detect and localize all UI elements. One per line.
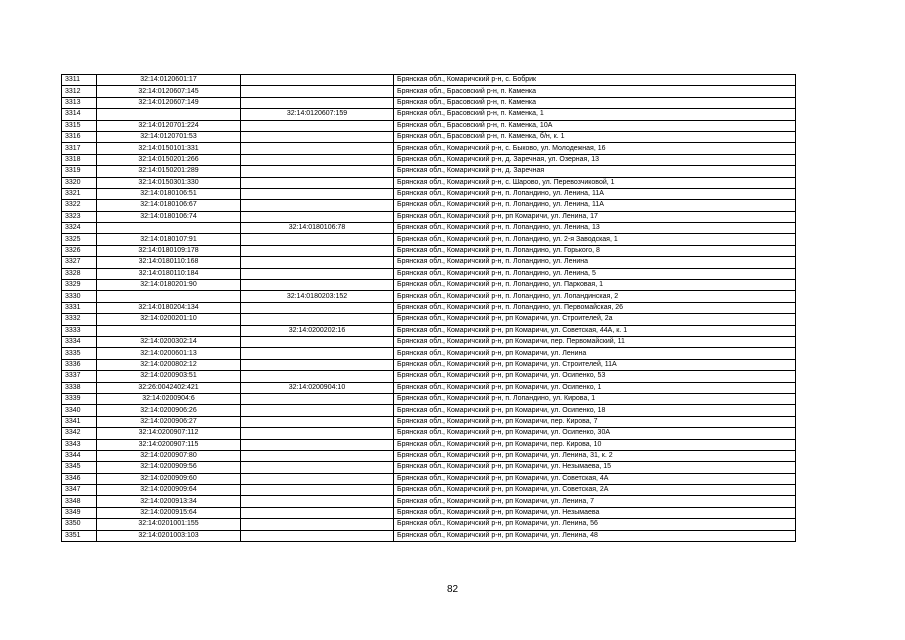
table-row	[62, 507, 796, 518]
address-cell: Брянская обл., Комаричский р-н, рп Комаричи, ул. Ленина, 56	[394, 519, 796, 530]
address-cell: Брянская обл., Комаричский р-н, рп Комаричи, ул. Осипенко, 30А	[394, 428, 796, 439]
row-number-cell: 3311	[62, 75, 97, 86]
table-row	[62, 325, 796, 336]
row-number-cell: 3332	[62, 314, 97, 325]
cadastral-number-cell: 32:14:0200907:112	[97, 428, 241, 439]
table-row	[62, 97, 796, 108]
address-cell: Брянская обл., Брасовский р-н, п. Каменка, 1	[394, 109, 796, 120]
cadastral-number-cell: 32:14:0180204:134	[97, 302, 241, 313]
secondary-cadastral-number-cell	[241, 257, 394, 268]
row-number-cell: 3341	[62, 416, 97, 427]
address-cell: Брянская обл., Комаричский р-н, с. Бобрик	[394, 75, 796, 86]
row-number-cell: 3312	[62, 86, 97, 97]
cadastral-number-cell: 32:14:0180110:168	[97, 257, 241, 268]
secondary-cadastral-number-cell	[241, 302, 394, 313]
row-number-cell: 3351	[62, 530, 97, 541]
table-row	[62, 314, 796, 325]
cadastral-number-cell: 32:14:0120701:224	[97, 120, 241, 131]
address-cell: Брянская обл., Комаричский р-н, п. Лопандино, ул. Первомайская, 26	[394, 302, 796, 313]
cadastral-number-cell: 32:14:0180106:51	[97, 188, 241, 199]
cadastral-number-cell: 32:14:0200913:34	[97, 496, 241, 507]
table-row	[62, 177, 796, 188]
row-number-cell: 3323	[62, 211, 97, 222]
address-cell: Брянская обл., Комаричский р-н, п. Лопандино, ул. Горького, 8	[394, 245, 796, 256]
address-cell: Брянская обл., Брасовский р-н, п. Каменка, б/н, к. 1	[394, 131, 796, 142]
secondary-cadastral-number-cell	[241, 120, 394, 131]
table-row	[62, 211, 796, 222]
table-row	[62, 519, 796, 530]
table-row	[62, 393, 796, 404]
table-row	[62, 348, 796, 359]
page-number: 82	[446, 584, 459, 595]
address-cell: Брянская обл., Комаричский р-н, рп Комаричи, ул. Ленина, 48	[394, 530, 796, 541]
cadastral-number-cell: 32:14:0120601:17	[97, 75, 241, 86]
table-row	[62, 166, 796, 177]
property-table	[61, 74, 796, 542]
secondary-cadastral-number-cell	[241, 359, 394, 370]
row-number-cell: 3330	[62, 291, 97, 302]
table-row	[62, 154, 796, 165]
row-number-cell: 3316	[62, 131, 97, 142]
row-number-cell: 3319	[62, 166, 97, 177]
secondary-cadastral-number-cell	[241, 131, 394, 142]
address-cell: Брянская обл., Комаричский р-н, рп Комаричи, ул. Советская, 44А, к. 1	[394, 325, 796, 336]
table-body	[62, 75, 796, 542]
secondary-cadastral-number-cell	[241, 519, 394, 530]
cadastral-number-cell	[97, 109, 241, 120]
secondary-cadastral-number-cell	[241, 177, 394, 188]
secondary-cadastral-number-cell	[241, 416, 394, 427]
row-number-cell: 3325	[62, 234, 97, 245]
cadastral-number-cell: 32:14:0200907:80	[97, 450, 241, 461]
address-cell: Брянская обл., Комаричский р-н, рп Комаричи, ул. Советская, 4А	[394, 473, 796, 484]
cadastral-number-cell: 32:14:0180110:184	[97, 268, 241, 279]
table-row	[62, 188, 796, 199]
address-cell: Брянская обл., Комаричский р-н, с. Шарово, ул. Перевозчиковой, 1	[394, 177, 796, 188]
cadastral-number-cell: 32:14:0150101:331	[97, 143, 241, 154]
table-row	[62, 280, 796, 291]
secondary-cadastral-number-cell	[241, 200, 394, 211]
row-number-cell: 3347	[62, 485, 97, 496]
address-cell: Брянская обл., Комаричский р-н, п. Лопандино, ул. Ленина, 5	[394, 268, 796, 279]
row-number-cell: 3349	[62, 507, 97, 518]
table-row	[62, 302, 796, 313]
secondary-cadastral-number-cell: 32:14:0180106:78	[241, 223, 394, 234]
row-number-cell: 3338	[62, 382, 97, 393]
table-row	[62, 143, 796, 154]
secondary-cadastral-number-cell: 32:14:0180203:152	[241, 291, 394, 302]
secondary-cadastral-number-cell	[241, 439, 394, 450]
address-cell: Брянская обл., Комаричский р-н, рп Комаричи, ул. Ленина, 17	[394, 211, 796, 222]
secondary-cadastral-number-cell	[241, 496, 394, 507]
cadastral-number-cell: 32:14:0200909:60	[97, 473, 241, 484]
secondary-cadastral-number-cell	[241, 336, 394, 347]
cadastral-number-cell: 32:14:0150301:330	[97, 177, 241, 188]
table-row	[62, 234, 796, 245]
address-cell: Брянская обл., Комаричский р-н, рп Комаричи, ул. Незымаева	[394, 507, 796, 518]
cadastral-number-cell: 32:14:0200904:6	[97, 393, 241, 404]
secondary-cadastral-number-cell	[241, 393, 394, 404]
secondary-cadastral-number-cell	[241, 86, 394, 97]
cadastral-number-cell: 32:14:0200201:10	[97, 314, 241, 325]
table-row	[62, 496, 796, 507]
cadastral-number-cell: 32:14:0200907:115	[97, 439, 241, 450]
table-row	[62, 245, 796, 256]
cadastral-number-cell: 32:14:0180107:91	[97, 234, 241, 245]
row-number-cell: 3317	[62, 143, 97, 154]
table-row	[62, 450, 796, 461]
cadastral-number-cell: 32:14:0200601:13	[97, 348, 241, 359]
secondary-cadastral-number-cell	[241, 507, 394, 518]
cadastral-number-cell: 32:14:0120607:149	[97, 97, 241, 108]
secondary-cadastral-number-cell	[241, 245, 394, 256]
secondary-cadastral-number-cell	[241, 188, 394, 199]
address-cell: Брянская обл., Комаричский р-н, п. Лопандино, ул. Ленина	[394, 257, 796, 268]
row-number-cell: 3331	[62, 302, 97, 313]
table-row	[62, 473, 796, 484]
cadastral-number-cell	[97, 325, 241, 336]
table-row	[62, 120, 796, 131]
table-row	[62, 223, 796, 234]
row-number-cell: 3337	[62, 371, 97, 382]
table-row	[62, 439, 796, 450]
row-number-cell: 3342	[62, 428, 97, 439]
row-number-cell: 3328	[62, 268, 97, 279]
row-number-cell: 3322	[62, 200, 97, 211]
table-row	[62, 336, 796, 347]
address-cell: Брянская обл., Комаричский р-н, рп Комаричи, ул. Строителей, 2а	[394, 314, 796, 325]
table-row	[62, 530, 796, 541]
secondary-cadastral-number-cell	[241, 234, 394, 245]
cadastral-number-cell: 32:14:0200906:26	[97, 405, 241, 416]
secondary-cadastral-number-cell	[241, 348, 394, 359]
cadastral-number-cell: 32:14:0180106:67	[97, 200, 241, 211]
secondary-cadastral-number-cell: 32:14:0200904:10	[241, 382, 394, 393]
row-number-cell: 3334	[62, 336, 97, 347]
cadastral-number-cell: 32:14:0200302:14	[97, 336, 241, 347]
secondary-cadastral-number-cell	[241, 166, 394, 177]
address-cell: Брянская обл., Комаричский р-н, рп Комаричи, ул. Осипенко, 18	[394, 405, 796, 416]
cadastral-number-cell: 32:14:0200909:56	[97, 462, 241, 473]
cadastral-number-cell: 32:14:0200906:27	[97, 416, 241, 427]
secondary-cadastral-number-cell	[241, 280, 394, 291]
row-number-cell: 3345	[62, 462, 97, 473]
cadastral-number-cell: 32:14:0200903:51	[97, 371, 241, 382]
address-cell: Брянская обл., Брасовский р-н, п. Каменка	[394, 97, 796, 108]
address-cell: Брянская обл., Комаричский р-н, рп Комаричи, пер. Кирова, 10	[394, 439, 796, 450]
cadastral-number-cell	[97, 223, 241, 234]
cadastral-number-cell: 32:14:0120607:145	[97, 86, 241, 97]
address-cell: Брянская обл., Комаричский р-н, рп Комаричи, ул. Строителей, 11А	[394, 359, 796, 370]
row-number-cell: 3340	[62, 405, 97, 416]
address-cell: Брянская обл., Комаричский р-н, рп Комаричи, пер. Первомайский, 11	[394, 336, 796, 347]
address-cell: Брянская обл., Комаричский р-н, д. Заречная	[394, 166, 796, 177]
row-number-cell: 3320	[62, 177, 97, 188]
table-row	[62, 462, 796, 473]
address-cell: Брянская обл., Комаричский р-н, рп Комаричи, ул. Советская, 2А	[394, 485, 796, 496]
address-cell: Брянская обл., Комаричский р-н, п. Лопандино, ул. Ленина, 13	[394, 223, 796, 234]
cadastral-number-cell: 32:14:0201001:155	[97, 519, 241, 530]
row-number-cell: 3350	[62, 519, 97, 530]
address-cell: Брянская обл., Комаричский р-н, д. Заречная, ул. Озерная, 13	[394, 154, 796, 165]
address-cell: Брянская обл., Комаричский р-н, п. Лопандино, ул. Ленина, 11А	[394, 200, 796, 211]
table-row	[62, 416, 796, 427]
address-cell: Брянская обл., Комаричский р-н, п. Лопандино, ул. Парковая, 1	[394, 280, 796, 291]
address-cell: Брянская обл., Комаричский р-н, рп Комаричи, ул. Ленина, 31, к. 2	[394, 450, 796, 461]
table-row	[62, 131, 796, 142]
row-number-cell: 3336	[62, 359, 97, 370]
address-cell: Брянская обл., Комаричский р-н, рп Комаричи, ул. Осипенко, 53	[394, 371, 796, 382]
secondary-cadastral-number-cell	[241, 473, 394, 484]
address-cell: Брянская обл., Комаричский р-н, рп Комаричи, ул. Ленина	[394, 348, 796, 359]
secondary-cadastral-number-cell	[241, 211, 394, 222]
table-row	[62, 268, 796, 279]
table-row	[62, 75, 796, 86]
cadastral-number-cell: 32:14:0150201:266	[97, 154, 241, 165]
row-number-cell: 3326	[62, 245, 97, 256]
secondary-cadastral-number-cell	[241, 450, 394, 461]
address-cell: Брянская обл., Комаричский р-н, п. Лопандино, ул. 2-я Заводская, 1	[394, 234, 796, 245]
row-number-cell: 3333	[62, 325, 97, 336]
secondary-cadastral-number-cell	[241, 530, 394, 541]
cadastral-number-cell: 32:14:0120701:53	[97, 131, 241, 142]
cadastral-number-cell	[97, 291, 241, 302]
secondary-cadastral-number-cell	[241, 268, 394, 279]
secondary-cadastral-number-cell	[241, 75, 394, 86]
row-number-cell: 3346	[62, 473, 97, 484]
cadastral-number-cell: 32:14:0200915:64	[97, 507, 241, 518]
table-row	[62, 371, 796, 382]
row-number-cell: 3321	[62, 188, 97, 199]
row-number-cell: 3314	[62, 109, 97, 120]
table-row	[62, 109, 796, 120]
address-cell: Брянская обл., Брасовский р-н, п. Каменка	[394, 86, 796, 97]
secondary-cadastral-number-cell	[241, 462, 394, 473]
row-number-cell: 3335	[62, 348, 97, 359]
cadastral-number-cell: 32:14:0180106:74	[97, 211, 241, 222]
address-cell: Брянская обл., Комаричский р-н, п. Лопандино, ул. Кирова, 1	[394, 393, 796, 404]
secondary-cadastral-number-cell	[241, 485, 394, 496]
address-cell: Брянская обл., Комаричский р-н, п. Лопандино, ул. Лопандинская, 2	[394, 291, 796, 302]
table-row	[62, 86, 796, 97]
cadastral-number-cell: 32:14:0180201:90	[97, 280, 241, 291]
address-cell: Брянская обл., Комаричский р-н, с. Быково, ул. Молодежная, 16	[394, 143, 796, 154]
table-row	[62, 359, 796, 370]
table-row	[62, 485, 796, 496]
row-number-cell: 3324	[62, 223, 97, 234]
address-cell: Брянская обл., Комаричский р-н, п. Лопандино, ул. Ленина, 11А	[394, 188, 796, 199]
cadastral-number-cell: 32:14:0200909:64	[97, 485, 241, 496]
row-number-cell: 3344	[62, 450, 97, 461]
cadastral-number-cell: 32:14:0200802:12	[97, 359, 241, 370]
table-row	[62, 405, 796, 416]
address-cell: Брянская обл., Брасовский р-н, п. Каменка, 10А	[394, 120, 796, 131]
secondary-cadastral-number-cell: 32:14:0120607:159	[241, 109, 394, 120]
cadastral-number-cell: 32:14:0201003:103	[97, 530, 241, 541]
table-row	[62, 382, 796, 393]
table-row	[62, 428, 796, 439]
secondary-cadastral-number-cell: 32:14:0200202:16	[241, 325, 394, 336]
row-number-cell: 3313	[62, 97, 97, 108]
row-number-cell: 3339	[62, 393, 97, 404]
cadastral-number-cell: 32:14:0150201:289	[97, 166, 241, 177]
table-row	[62, 257, 796, 268]
address-cell: Брянская обл., Комаричский р-н, рп Комаричи, ул. Ленина, 7	[394, 496, 796, 507]
row-number-cell: 3327	[62, 257, 97, 268]
row-number-cell: 3318	[62, 154, 97, 165]
cadastral-number-cell: 32:14:0180109:178	[97, 245, 241, 256]
table-row	[62, 291, 796, 302]
secondary-cadastral-number-cell	[241, 97, 394, 108]
row-number-cell: 3315	[62, 120, 97, 131]
secondary-cadastral-number-cell	[241, 143, 394, 154]
address-cell: Брянская обл., Комаричский р-н, рп Комаричи, ул. Осипенко, 1	[394, 382, 796, 393]
secondary-cadastral-number-cell	[241, 314, 394, 325]
address-cell: Брянская обл., Комаричский р-н, рп Комаричи, ул. Незымаева, 15	[394, 462, 796, 473]
secondary-cadastral-number-cell	[241, 405, 394, 416]
table-row	[62, 200, 796, 211]
secondary-cadastral-number-cell	[241, 154, 394, 165]
cadastral-number-cell: 32:26:0042402:421	[97, 382, 241, 393]
address-cell: Брянская обл., Комаричский р-н, рп Комаричи, пер. Кирова, 7	[394, 416, 796, 427]
secondary-cadastral-number-cell	[241, 428, 394, 439]
row-number-cell: 3329	[62, 280, 97, 291]
row-number-cell: 3348	[62, 496, 97, 507]
row-number-cell: 3343	[62, 439, 97, 450]
secondary-cadastral-number-cell	[241, 371, 394, 382]
